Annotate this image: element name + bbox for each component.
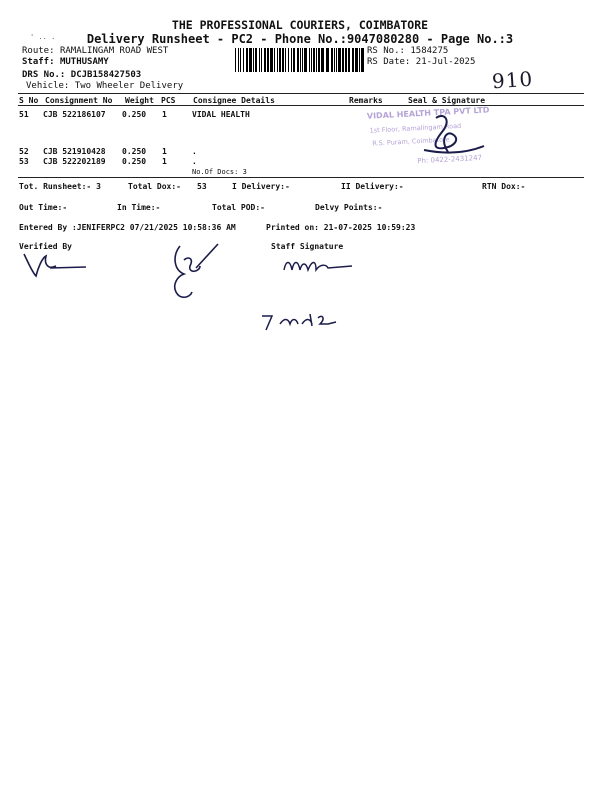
row-consignment: CJB 521910428 bbox=[43, 147, 106, 156]
row-weight: 0.250 bbox=[122, 157, 147, 166]
col-header-consignment: Consignment No bbox=[45, 96, 113, 105]
drs-value: DCJB158427503 bbox=[70, 70, 142, 80]
stamp-line-2: 1st Floor, Ramalingam Road bbox=[369, 121, 462, 135]
entered-by: Entered By :JENIFERPC2 07/21/2025 10:58:36 AM bbox=[19, 223, 236, 232]
staff-signature-label: Staff Signature bbox=[271, 242, 344, 251]
col-header-seal: Seal & Signature bbox=[408, 96, 486, 105]
col-header-weight: Weight bbox=[125, 96, 154, 105]
barcode-bar bbox=[302, 48, 303, 72]
table-top-rule bbox=[18, 93, 584, 94]
barcode-bar bbox=[288, 48, 289, 72]
barcode-bar bbox=[282, 48, 284, 72]
drs-label: DRS No.: bbox=[22, 70, 66, 80]
verified-by-label: Verified By bbox=[19, 242, 72, 251]
row-weight: 0.250 bbox=[122, 110, 147, 119]
row-pcs: 1 bbox=[162, 110, 167, 119]
barcode-bar bbox=[304, 48, 307, 72]
stamp-line-1: VIDAL HEALTH TPA PVT LTD bbox=[366, 105, 490, 121]
rs-no-row bbox=[367, 46, 448, 56]
vehicle-row bbox=[26, 81, 183, 91]
ii-delivery: II Delivery:- bbox=[341, 182, 404, 191]
barcode-bar bbox=[255, 48, 257, 72]
route-value: RAMALINGAM ROAD WEST bbox=[59, 46, 169, 56]
verifier-signature bbox=[20, 246, 100, 286]
handwritten-count: 910 bbox=[491, 66, 534, 94]
barcode-bar bbox=[264, 48, 266, 72]
company-name: THE PROFESSIONAL COURIERS, COIMBATORE bbox=[171, 18, 429, 32]
i-delivery: I Delivery:- bbox=[232, 182, 290, 191]
col-header-consignee: Consignee Details bbox=[193, 96, 275, 105]
barcode-bar bbox=[240, 48, 241, 72]
runsheet-subtitle: Delivery Runsheet - PC2 - Phone No.:9047080280 - Page No.:3 bbox=[86, 32, 514, 46]
printed-on: Printed on: 21-07-2025 10:59:23 bbox=[266, 223, 416, 232]
stamp-line-3: R.S. Puram, Coimbatore bbox=[372, 135, 450, 148]
barcode-bar bbox=[277, 48, 278, 72]
staff-value: MUTHUSAMY bbox=[59, 57, 109, 67]
barcode-bar bbox=[253, 48, 254, 72]
bottom-handwritten-note bbox=[258, 310, 348, 334]
rs-date-row bbox=[367, 57, 475, 67]
total-dox-label: Total Dox:- bbox=[128, 182, 181, 191]
barcode-bar bbox=[235, 48, 236, 72]
barcode-bar bbox=[293, 48, 295, 72]
row-consignment: CJB 522186107 bbox=[43, 110, 106, 119]
row-pcs: 1 bbox=[162, 147, 167, 156]
officer-signature bbox=[160, 240, 240, 310]
staff-label: Staff: bbox=[22, 57, 55, 67]
barcode-bar bbox=[342, 48, 344, 72]
col-header-remarks: Remarks bbox=[349, 96, 383, 105]
row-consignee: VIDAL HEALTH bbox=[192, 110, 250, 119]
receiver-signature bbox=[414, 110, 494, 170]
row-sno: 52 bbox=[19, 147, 29, 156]
barcode-bar bbox=[331, 48, 333, 72]
barcode-bar bbox=[259, 48, 260, 72]
rs-no-label: RS No.: bbox=[367, 46, 405, 56]
total-dox-value: 53 bbox=[197, 182, 207, 191]
barcode-bar bbox=[352, 48, 354, 72]
barcode-bar bbox=[318, 48, 320, 72]
vehicle-value: Two Wheeler Delivery bbox=[74, 81, 184, 91]
barcode-bar bbox=[274, 48, 275, 72]
barcode-bar bbox=[311, 48, 312, 72]
barcode-bar bbox=[267, 48, 269, 72]
row-consignee: . bbox=[192, 157, 197, 166]
in-time: In Time:- bbox=[117, 203, 161, 212]
no-of-docs: No.Of Docs: 3 bbox=[192, 168, 247, 176]
barcode-bar bbox=[297, 48, 299, 72]
tot-runsheet: Tot. Runsheet:- 3 bbox=[19, 182, 101, 191]
drs-barcode bbox=[235, 48, 365, 72]
barcode-bar bbox=[345, 48, 347, 72]
barcode-bar bbox=[336, 48, 337, 72]
barcode-bar bbox=[321, 48, 324, 72]
barcode-bar bbox=[285, 48, 286, 72]
route-row bbox=[22, 46, 168, 56]
row-sno: 51 bbox=[19, 110, 29, 119]
rtn-dox: RTN Dox:- bbox=[482, 182, 526, 191]
barcode-bar bbox=[291, 48, 292, 72]
stamp-line-4: Ph: 0422-2431247 bbox=[417, 153, 483, 166]
row-sno: 53 bbox=[19, 157, 29, 166]
staff-row bbox=[22, 57, 109, 67]
row-pcs: 1 bbox=[162, 157, 167, 166]
delvy-points: Delvy Points:- bbox=[315, 203, 383, 212]
col-header-sno: S No bbox=[19, 96, 39, 105]
barcode-bar bbox=[300, 48, 301, 72]
table-bottom-rule bbox=[18, 177, 584, 178]
barcode-bar bbox=[313, 48, 315, 72]
row-consignment: CJB 522202189 bbox=[43, 157, 106, 166]
barcode-bar bbox=[238, 48, 239, 72]
barcode-bar bbox=[309, 48, 310, 72]
barcode-bar bbox=[359, 48, 360, 72]
barcode-bar bbox=[246, 48, 248, 72]
row-weight: 0.250 bbox=[122, 147, 147, 156]
total-pod: Total POD:- bbox=[212, 203, 265, 212]
barcode-bar bbox=[361, 48, 364, 72]
rs-date-label: RS Date: bbox=[367, 57, 411, 67]
barcode-bar bbox=[316, 48, 317, 72]
barcode-bar bbox=[249, 48, 252, 72]
barcode-bar bbox=[270, 48, 273, 72]
barcode-bar bbox=[334, 48, 335, 72]
corner-mark: ' .. . bbox=[30, 33, 56, 41]
barcode-bar bbox=[243, 48, 244, 72]
barcode-bar bbox=[261, 48, 262, 72]
barcode-bar bbox=[348, 48, 350, 72]
drs-row bbox=[22, 70, 141, 80]
barcode-bar bbox=[279, 48, 281, 72]
rs-date-value: 21-Jul-2025 bbox=[415, 57, 476, 67]
staff-signature bbox=[280, 252, 360, 282]
rs-no-value: 1584275 bbox=[410, 46, 449, 56]
col-header-pcs: PCS bbox=[161, 96, 176, 105]
barcode-bar bbox=[338, 48, 341, 72]
out-time: Out Time:- bbox=[19, 203, 68, 212]
barcode-bar bbox=[326, 48, 329, 72]
row-consignee: . bbox=[192, 147, 197, 156]
route-label: Route: bbox=[22, 46, 55, 56]
barcode-bar bbox=[355, 48, 358, 72]
vehicle-label: Vehicle: bbox=[26, 81, 70, 91]
